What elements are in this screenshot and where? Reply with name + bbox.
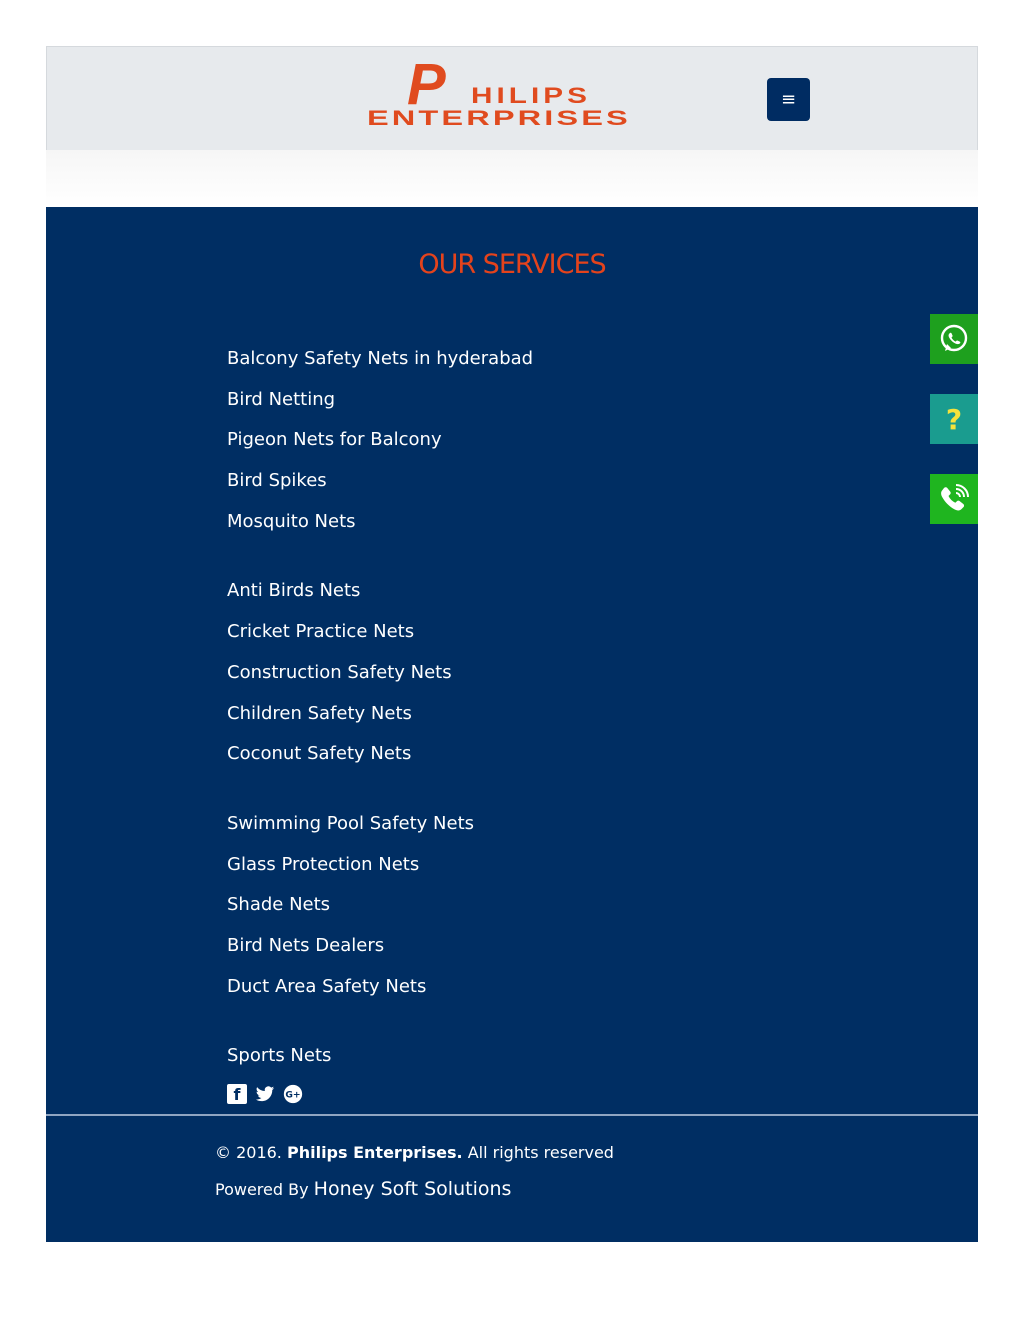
logo-word-enterprises: ENTERPRISES bbox=[367, 107, 631, 130]
services-section bbox=[46, 207, 978, 1114]
company-name[interactable]: Philips Enterprises. bbox=[286, 1143, 463, 1162]
powered-by bbox=[215, 1178, 511, 1200]
service-link[interactable]: Coconut Safety Nets bbox=[227, 743, 412, 765]
help-icon: ? bbox=[945, 402, 963, 436]
svg-text:G+: G+ bbox=[285, 1089, 301, 1101]
service-link[interactable]: Mosquito Nets bbox=[227, 510, 356, 532]
page-frame bbox=[46, 46, 978, 207]
phone-button[interactable] bbox=[930, 474, 978, 524]
service-link[interactable]: Cricket Practice Nets bbox=[227, 621, 415, 643]
menu-button[interactable] bbox=[767, 78, 810, 121]
whatsapp-icon bbox=[938, 323, 970, 355]
site-header bbox=[46, 46, 978, 150]
service-link[interactable]: Pigeon Nets for Balcony bbox=[227, 429, 442, 451]
logo-word-philips: HILIPS bbox=[471, 83, 592, 108]
services-title: OUR SERVICES bbox=[418, 249, 606, 280]
facebook-icon[interactable]: f bbox=[227, 1084, 247, 1104]
copyright bbox=[215, 1143, 614, 1162]
header-shadow bbox=[46, 150, 978, 207]
site-footer bbox=[46, 1114, 978, 1242]
twitter-icon[interactable] bbox=[255, 1084, 275, 1104]
menu-icon: ≡ bbox=[780, 89, 797, 110]
service-link[interactable]: Bird Nets Dealers bbox=[227, 934, 385, 956]
service-link[interactable]: Duct Area Safety Nets bbox=[227, 975, 427, 997]
logo[interactable] bbox=[367, 52, 707, 135]
powered-brand-link[interactable]: Honey Soft Solutions bbox=[313, 1178, 512, 1200]
service-link[interactable]: Shade Nets bbox=[227, 894, 331, 916]
service-link[interactable]: Bird Spikes bbox=[227, 470, 327, 492]
services-list bbox=[227, 345, 533, 1083]
help-button[interactable] bbox=[930, 394, 978, 444]
phone-icon bbox=[937, 482, 971, 516]
whatsapp-button[interactable] bbox=[930, 314, 978, 364]
service-link[interactable]: Anti Birds Nets bbox=[227, 580, 361, 602]
service-link[interactable]: Glass Protection Nets bbox=[227, 853, 420, 875]
service-link[interactable]: Construction Safety Nets bbox=[227, 661, 452, 683]
copyright-prefix: © 2016. bbox=[215, 1143, 282, 1162]
service-link[interactable]: Bird Netting bbox=[227, 388, 336, 410]
logo-letter: P bbox=[407, 52, 444, 117]
google-plus-icon[interactable] bbox=[283, 1084, 303, 1104]
powered-label: Powered By bbox=[215, 1180, 309, 1199]
service-link[interactable]: Children Safety Nets bbox=[227, 702, 412, 724]
service-link[interactable]: Balcony Safety Nets in hyderabad bbox=[227, 348, 534, 369]
social-links bbox=[227, 1084, 303, 1104]
service-link[interactable]: Sports Nets bbox=[227, 1045, 332, 1067]
copyright-suffix: All rights reserved bbox=[467, 1143, 614, 1162]
service-link[interactable]: Swimming Pool Safety Nets bbox=[227, 812, 475, 834]
